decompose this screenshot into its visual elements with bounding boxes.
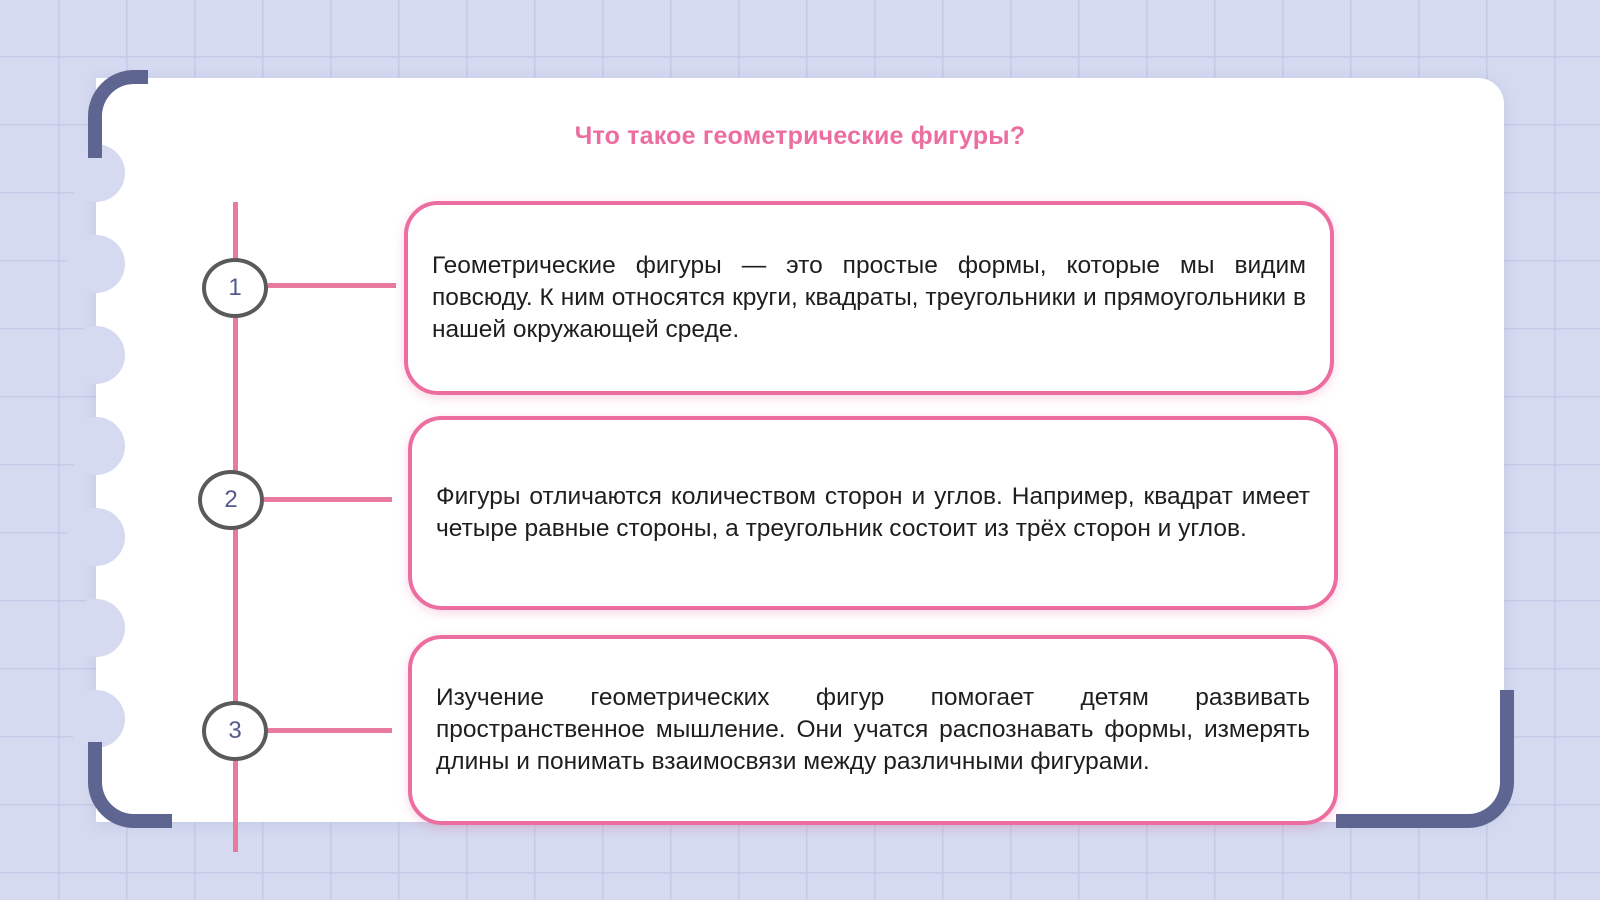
step-marker-3 [202,701,268,761]
step-number: 3 [228,717,242,744]
info-text: Геометрические фигуры — это простые формы, которые мы видим повсюду. К ним относятся круги, квадраты, треугольники и прямоугольники в нашей окружающей среде. [432,252,1306,343]
connector-line-3 [268,728,392,733]
corner-bracket-bottom-right [1336,690,1514,828]
scallop-decoration [67,508,125,566]
scallop-decoration [67,235,125,293]
info-box-2 [408,416,1338,610]
step-number: 1 [228,274,242,301]
connector-line-1 [268,283,396,288]
scallop-decoration [67,599,125,657]
scallop-decoration [67,417,125,475]
scallop-decoration [67,690,125,748]
step-marker-1 [202,258,268,318]
info-text: Изучение геометрических фигур помогает детям развивать пространственное мышление. Они учатся распознавать формы, измерять длины и понимать взаимосвязи между различными фигурами. [436,684,1310,775]
connector-line-2 [264,497,392,502]
step-number: 2 [224,486,238,513]
slide-title: Что такое геометрические фигуры? [574,122,1026,150]
step-marker-2 [198,470,264,530]
info-box-1 [404,201,1334,395]
info-box-3 [408,635,1338,825]
info-text: Фигуры отличаются количеством сторон и углов. Например, квадрат имеет четыре равные стороны, а треугольник состоит из трёх сторон и углов. [436,483,1310,542]
scallop-decoration [67,326,125,384]
